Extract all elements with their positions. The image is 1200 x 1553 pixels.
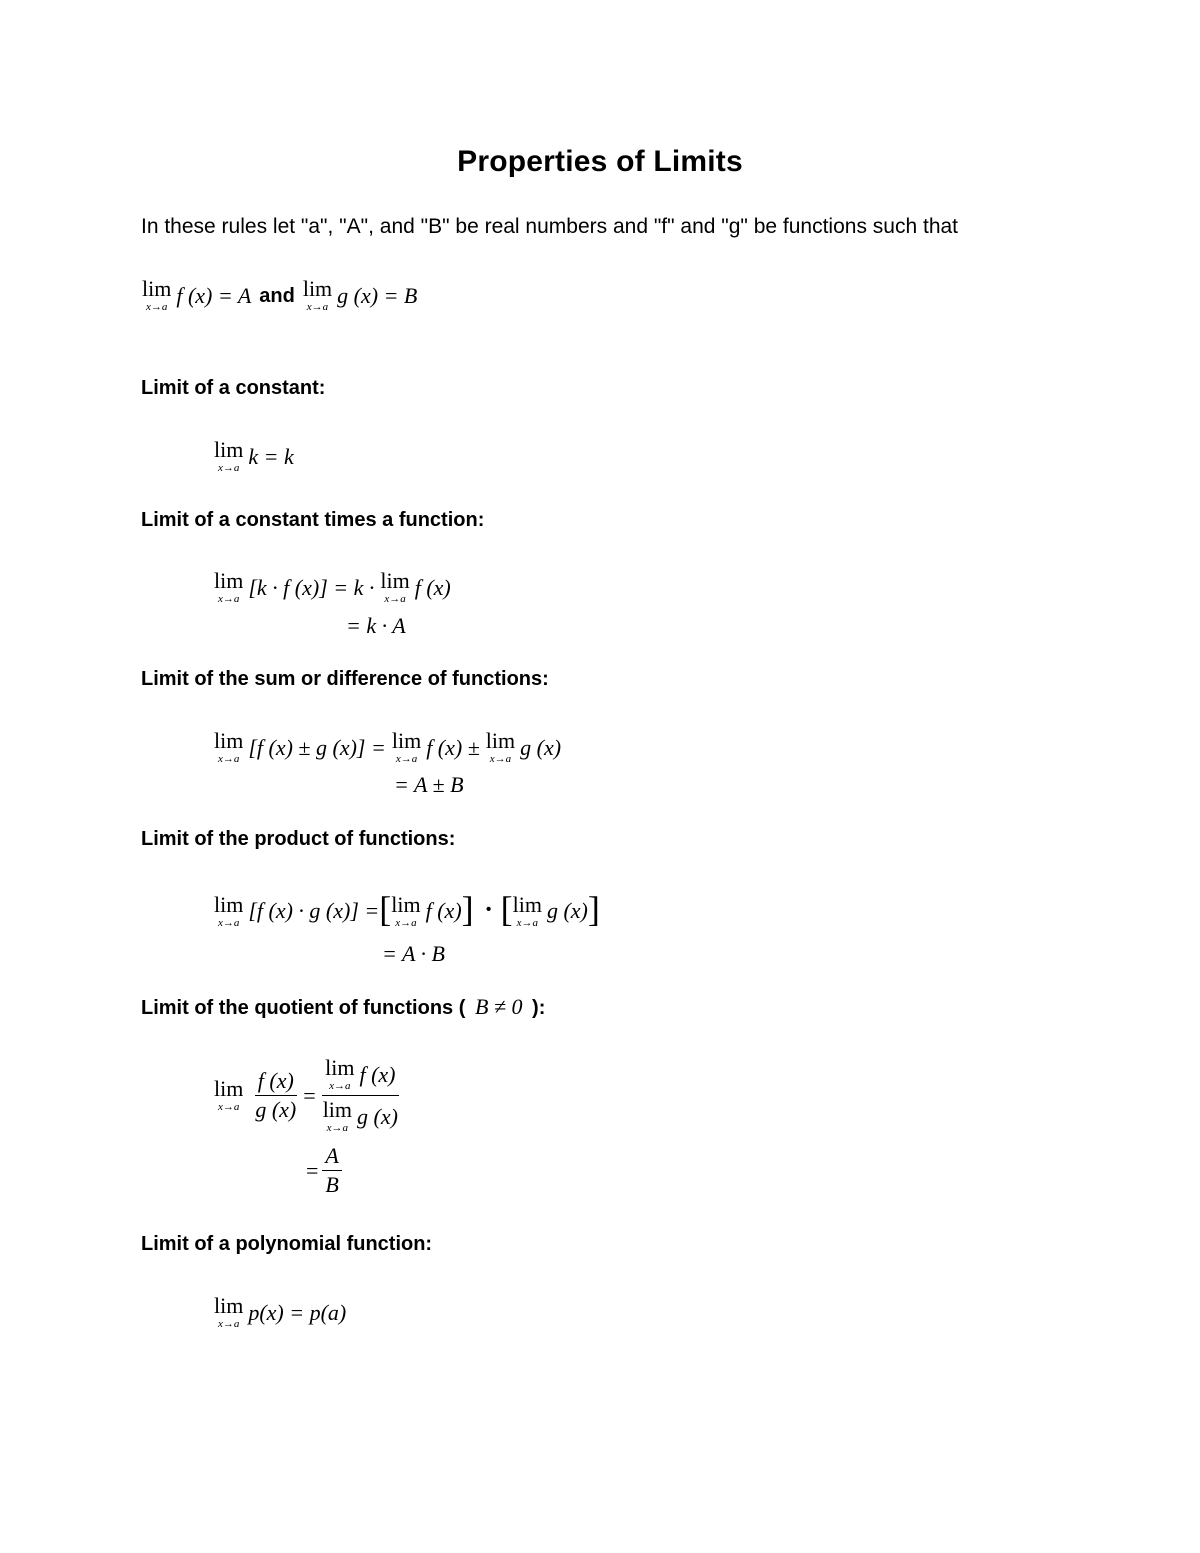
formula-constant: lim x→a k = k <box>214 437 294 474</box>
bracket-open: [ <box>500 889 513 929</box>
bracket-close: ] <box>587 889 600 929</box>
and-word: and <box>259 284 295 307</box>
quotient-fraction: $\frac{f (x)}{g (x)}$ <box>255 1068 297 1122</box>
formula-polynomial: lim x→a p(x) = p(a) <box>214 1293 347 1330</box>
lim-operator: lim x→a <box>214 1076 244 1113</box>
lim-operator: lim x→a <box>214 568 244 605</box>
result-fraction: $\frac{A}{B}$ <box>322 1145 341 1196</box>
heading-constant-times: Limit of a constant times a function: <box>141 509 485 531</box>
given-f: f (x) = A <box>176 282 252 308</box>
lim-operator: lim x→a <box>391 728 422 765</box>
lim-operator: lim x→a <box>485 728 516 765</box>
lim-operator: lim x→a <box>512 891 542 929</box>
formula-product-result: = A · B <box>382 941 445 966</box>
formula-quotient-result: = $\frac{A}{B}$ <box>306 1145 346 1196</box>
intro-text: In these rules let "a", "A", and "B" be real numbers and "f" and "g" be functions such that <box>141 215 959 238</box>
formula-sum-difference: lim x→a [f (x) ± g (x)] = lim x→a f (x) ± lim x→a g (x) <box>214 728 562 765</box>
page-title: Properties of Limits <box>457 145 743 178</box>
quotient-condition: B ≠ 0 <box>474 994 523 1019</box>
lim-operator: lim x→a <box>214 891 244 929</box>
formula-constant-times-result: = k · A <box>346 613 406 638</box>
formula-sum-difference-result: = A ± B <box>394 772 464 797</box>
heading-polynomial: Limit of a polynomial function: <box>141 1233 433 1255</box>
bracket-close: ] · <box>461 889 495 929</box>
lim-operator: lim x→a <box>325 1055 355 1092</box>
heading-product: Limit of the product of functions: <box>141 828 456 850</box>
heading-sum-difference: Limit of the sum or difference of functions: <box>141 668 549 690</box>
heading-constant: Limit of a constant: <box>141 377 326 399</box>
lim-operator: lim x→a <box>214 728 244 765</box>
quotient-limit-fraction: lim x→a f (x) lim x→a g (x) <box>322 1055 398 1134</box>
lim-operator: lim x→a <box>214 1293 244 1330</box>
given-g: g (x) = B <box>337 282 418 308</box>
formula-product: lim x→a [f (x) · g (x)] = [ lim x→a f (x) ] · [ lim x→a g (x) ] <box>214 889 600 929</box>
formula-constant-times: lim x→a [k · f (x)] = k · lim x→a f (x) <box>214 568 451 605</box>
heading-quotient: Limit of the quotient of functions ( B ≠ 0 ): <box>141 994 546 1019</box>
lim-operator: lim x→a <box>322 1097 353 1134</box>
given-formula <box>142 278 417 313</box>
lim-operator: lim x→a <box>302 276 333 313</box>
lim-operator: lim x→a <box>380 568 410 605</box>
formula-quotient: lim x→a $\frac{f (x)}{g (x)}$ = lim x→a f (x) lim x→a g (x) <box>214 1057 405 1134</box>
lim-operator: lim x→a <box>214 437 244 474</box>
lim-operator: lim x→a <box>142 276 172 313</box>
bracket-open: [ <box>379 889 392 929</box>
lim-operator: lim x→a <box>391 891 421 929</box>
